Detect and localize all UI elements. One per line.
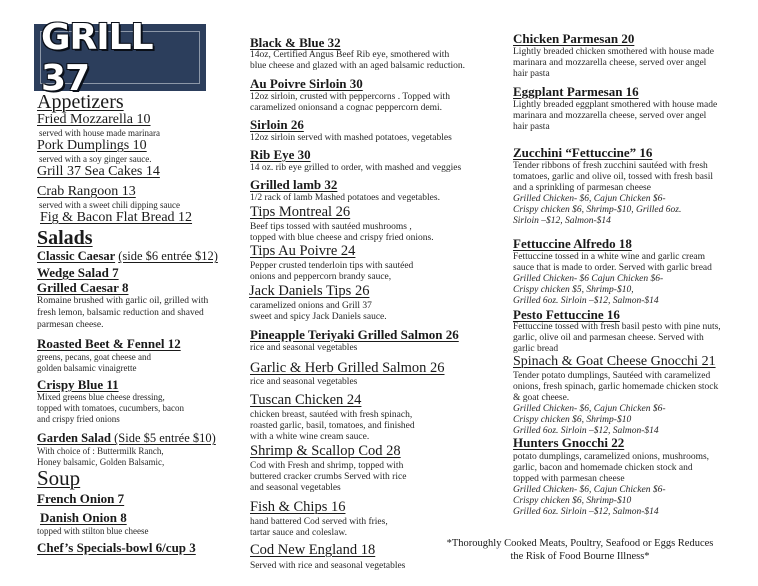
menu-item-desc: roasted garlic, basil, tomatoes, and finished xyxy=(250,421,415,431)
menu-item-addons: Grilled 6oz. Sirloin –$12, Salmon-$14 xyxy=(513,507,659,517)
menu-item-classic-caesar xyxy=(37,249,218,263)
menu-item-name: Pork Dumplings 10 xyxy=(37,138,147,153)
menu-item-name: Hunters Gnocchi 22 xyxy=(513,435,625,450)
menu-item-name: Crab Rangoon 13 xyxy=(37,184,136,199)
menu-item-desc: served with a sweet chili dipping sauce xyxy=(39,200,180,210)
menu-item-desc: golden balsamic vinaigrette xyxy=(37,363,137,373)
menu-item-name: French Onion 7 xyxy=(37,491,125,506)
menu-item-name: Chicken Parmesan 20 xyxy=(513,31,635,46)
menu-item-desc: chicken breast, sautéed with fresh spinach, xyxy=(250,410,413,420)
menu-item-desc: sauce that is made to order. Served with garlic bread xyxy=(513,263,712,273)
menu-item-name: Chef’s Specials-bowl 6/cup 3 xyxy=(37,540,196,555)
menu-item-desc: hair pasta xyxy=(513,69,550,79)
menu-item-name: Classic Caesar xyxy=(37,249,116,263)
grill37-logo xyxy=(34,16,206,99)
menu-item-name: Crispy Blue 11 xyxy=(37,377,119,392)
menu-item-desc: garlic bread xyxy=(513,344,559,354)
menu-item-desc: topped with tomatoes, cucumbers, bacon xyxy=(37,403,184,413)
menu-item-addons: Crispy chicken $5, Shrimp-$10, xyxy=(513,285,634,295)
menu-item-desc: hair pasta xyxy=(513,122,550,132)
menu-item-name: Grilled lamb 32 xyxy=(250,177,338,192)
menu-item-desc: With choice of : Buttermilk Ranch, xyxy=(37,446,164,456)
menu-item-desc: and seasonal vegetables xyxy=(250,483,341,493)
menu-item-desc: with a white wine cream sauce. xyxy=(250,432,370,442)
menu-item-addons: Grilled Chicken- $6, Cajun Chicken $6- xyxy=(513,194,666,204)
menu-item-desc: marinara and mozzarella cheese, served over angel xyxy=(513,111,707,121)
menu-item-addons: Grilled Chicken- $6, Cajun Chicken $6- xyxy=(513,485,666,495)
menu-item-desc: Romaine brushed with garlic oil, grilled with xyxy=(37,296,209,306)
menu-item-desc: tomatoes, garlic and olive oil, tossed with fresh basil xyxy=(513,172,713,182)
menu-item-name: Fettuccine Alfredo 18 xyxy=(513,236,632,251)
food-safety-note xyxy=(430,537,730,563)
menu-item-desc: garlic, olive oil and parmesan cheese. Served with xyxy=(513,333,704,343)
menu-item-name: Sirloin 26 xyxy=(250,117,304,132)
menu-item-name: Cod New England 18 xyxy=(250,542,376,558)
menu-item-desc: Honey balsamic, Golden Balsamic, xyxy=(37,457,165,467)
menu-item-desc: caramelized onions and Grill 37 xyxy=(250,301,372,311)
menu-item-name: Jack Daniels Tips 26 xyxy=(249,283,370,299)
menu-item-desc: 12oz sirloin served with mashed potatoes, vegetables xyxy=(250,133,452,143)
menu-item-desc: Served with rice and seasonal vegetables xyxy=(250,561,406,571)
menu-item-addons: Crispy chicken $6, Shrimp-$10 xyxy=(513,415,632,425)
menu-item-desc: Mixed greens blue cheese dressing, xyxy=(37,392,165,402)
menu-item-desc: Cod with Fresh and shrimp, topped with xyxy=(250,461,404,471)
menu-item-name: Au Poivre Sirloin 30 xyxy=(250,76,363,91)
menu-item-desc: 14 oz. rib eye grilled to order, with mashed and veggies xyxy=(250,163,462,173)
menu-item-name: Fried Mozzarella 10 xyxy=(37,112,151,127)
menu-item-addons: Crispy chicken $6, Shrimp-$10, Grilled 6oz. xyxy=(513,205,682,215)
menu-item-desc: tartar sauce and coleslaw. xyxy=(250,528,347,538)
menu-item-name: Grill 37 Sea Cakes 14 xyxy=(37,164,160,179)
menu-item-name: Pineapple Teriyaki Grilled Salmon 26 xyxy=(250,327,459,342)
menu-item-desc: onions and peppercorn brandy sauce, xyxy=(250,272,392,282)
menu-item-name: Eggplant Parmesan 16 xyxy=(513,84,639,99)
menu-item-addons: Sirloin –$12, Salmon-$14 xyxy=(513,216,611,226)
menu-item-name: Shrimp & Scallop Cod 28 xyxy=(250,443,401,459)
menu-item-desc: Lightly breaded chicken smothered with house made xyxy=(513,47,715,57)
menu-item-name: Rib Eye 30 xyxy=(250,147,311,162)
food-safety-note-line1: *Thoroughly Cooked Meats, Poultry, Seafood or Eggs Reduces xyxy=(446,538,714,549)
menu-item-name: Roasted Beet & Fennel 12 xyxy=(37,336,181,351)
menu-item-desc: hand battered Cod served with fries, xyxy=(250,517,388,527)
price-note: (Side $5 entrée $10) xyxy=(114,431,216,445)
menu-item-desc: and crispy fried onions xyxy=(37,414,120,424)
menu-item-desc: fresh lemon, balsamic reduction and shaved xyxy=(37,308,204,318)
menu-item-desc: Beef tips tossed with sautéed mushrooms , xyxy=(250,222,412,232)
menu-item-desc: 14oz, Certified Angus Beef Rib eye, smothered with xyxy=(250,50,450,60)
menu-item-name: Tuscan Chicken 24 xyxy=(250,392,362,408)
menu-item-garden-salad xyxy=(37,431,216,445)
menu-item-desc: 1/2 rack of lamb Mashed potatoes and vegetables. xyxy=(250,193,440,203)
menu-item-name: Pesto Fettuccine 16 xyxy=(513,307,620,322)
section-title-appetizers: Appetizers xyxy=(37,91,124,113)
menu-item-desc: served with house made marinara xyxy=(39,128,160,138)
section-title-salads: Salads xyxy=(37,227,93,249)
menu-item-desc: topped with stilton blue cheese xyxy=(37,526,149,536)
menu-item-desc: onions, fresh spinach, garlic homemade chicken stock xyxy=(513,382,719,392)
menu-item-desc: sweet and spicy Jack Daniels sauce. xyxy=(250,312,387,322)
menu-item-name: Black & Blue 32 xyxy=(250,35,341,50)
menu-item-desc: Fettuccine tossed with fresh basil pesto with pine nuts, xyxy=(513,322,721,332)
menu-item-name: Tips Au Poivre 24 xyxy=(250,243,356,259)
menu-item-desc: caramelized onionsand a cognac peppercorn demi. xyxy=(250,103,443,113)
menu-item-desc: topped with blue cheese and crispy fried onions. xyxy=(250,233,434,243)
menu-item-desc: greens, pecans, goat cheese and xyxy=(37,352,151,362)
menu-item-name: Wedge Salad 7 xyxy=(37,265,119,280)
menu-item-desc: Tender ribbons of fresh zucchini sautéed with fresh xyxy=(513,161,708,171)
menu-item-name: Grilled Caesar 8 xyxy=(37,280,129,295)
menu-item-desc: Lightly breaded eggplant smothered with house made xyxy=(513,100,718,110)
menu-item-desc: Pepper crusted tenderloin tips with sautéed xyxy=(250,261,414,271)
menu-item-addons: Grilled Chicken- $6 Cajun Chicken $6- xyxy=(513,274,664,284)
menu-item-addons: Grilled 6oz. Sirloin –$12, Salmon-$14 xyxy=(513,296,659,306)
menu-item-addons: Grilled 6oz. Sirloin –$12, Salmon-$14 xyxy=(513,426,659,436)
logo-frame xyxy=(40,16,200,99)
menu-item-name: Fig & Bacon Flat Bread 12 xyxy=(40,210,193,225)
menu-item-desc: and a sprinkling of parmesan cheese xyxy=(513,183,651,193)
menu-item-desc: topped with parmesan cheese xyxy=(513,474,625,484)
menu-item-desc: garlic, bacon and homemade chicken stock and xyxy=(513,463,693,473)
menu-item-name: Zucchini “Fettuccine” 16 xyxy=(513,145,653,160)
menu-item-desc: blue cheese and glazed with an aged balsamic reduction. xyxy=(250,61,465,71)
menu-item-name: Spinach & Goat Cheese Gnocchi 21 xyxy=(513,354,716,369)
menu-item-name: Garden Salad xyxy=(37,431,111,445)
menu-item-desc: served with a soy ginger sauce. xyxy=(39,154,152,164)
menu-item-desc: rice and seasonal vegetables xyxy=(250,377,358,387)
price-note: (side $6 entrée $12) xyxy=(118,249,218,263)
menu-item-desc: & goat cheese. xyxy=(513,393,570,403)
menu-item-desc: Tender potato dumplings, Sautéed with caramelized xyxy=(513,371,711,381)
menu-item-addons: Crispy chicken $6, Shrimp-$10 xyxy=(513,496,632,506)
menu-item-name: Danish Onion 8 xyxy=(40,510,127,525)
menu-item-addons: Grilled Chicken- $6, Cajun Chicken $6- xyxy=(513,404,666,414)
menu-item-desc: Fettuccine tossed in a white wine and garlic cream xyxy=(513,252,706,262)
logo-text: GRILL 37 xyxy=(41,16,153,99)
menu-item-desc: 12oz sirloin, crusted with peppercorns . Topped with xyxy=(250,92,450,102)
menu-item-desc: marinara and mozzarella cheese, served over angel xyxy=(513,58,707,68)
menu-item-desc: parmesan cheese. xyxy=(37,320,104,330)
food-safety-note-line2: the Risk of Food Bourne Illness* xyxy=(510,551,650,562)
menu-item-desc: potato dumplings, caramelized onions, mushrooms, xyxy=(513,452,710,462)
menu-item-desc: rice and seasonal vegetables xyxy=(250,343,358,353)
menu-item-name: Fish & Chips 16 xyxy=(250,499,346,515)
menu-item-desc: buttered cracker crumbs Served with rice xyxy=(250,472,407,482)
menu-item-name: Garlic & Herb Grilled Salmon 26 xyxy=(250,360,445,376)
menu-item-name: Tips Montreal 26 xyxy=(250,204,351,220)
section-title-soup: Soup xyxy=(37,466,81,490)
